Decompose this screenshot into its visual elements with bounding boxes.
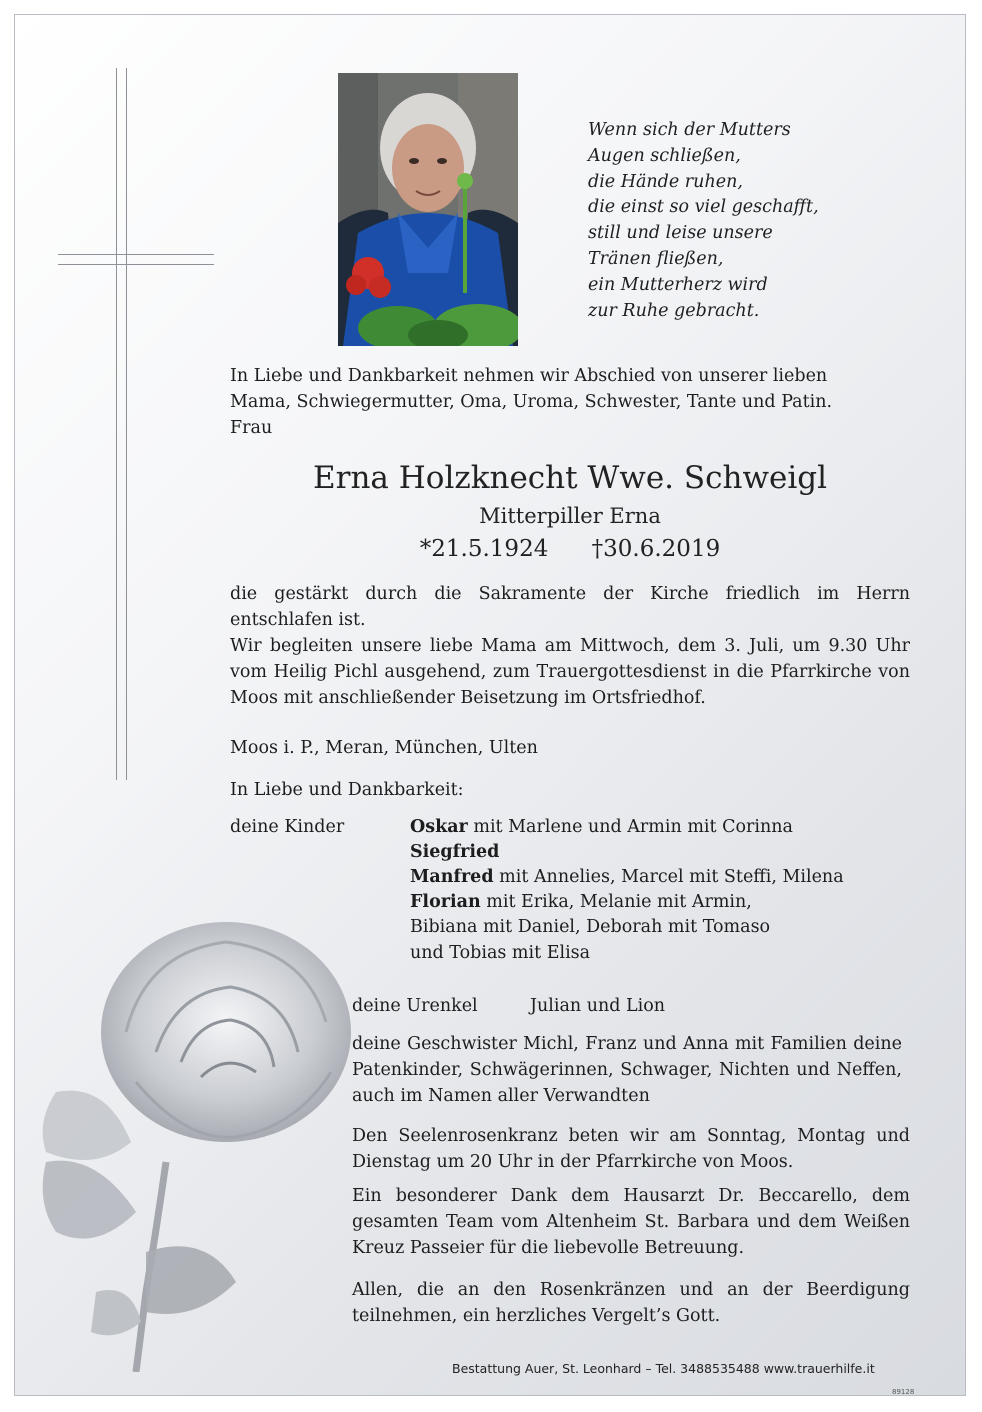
thanks-text: Ein besonderer Dank dem Hausarzt Dr. Beccarello, dem gesamten Team vom Altenheim St. Barbara und dem Weißen Kreuz Passeier für die liebevolle Betreuung. [352, 1186, 910, 1258]
footer-funeral-home: Bestattung Auer, St. Leonhard – Tel. 3488535488 www.trauerhilfe.it [452, 1361, 875, 1376]
rose-illustration [36, 912, 376, 1372]
deceased-name: Erna Holzknecht Wwe. Schweigl [313, 460, 827, 496]
poem-line: die einst so viel geschafft, [588, 197, 819, 218]
child-name: Manfred [410, 867, 494, 887]
great-grandchildren-label: deine Urenkel [352, 996, 478, 1016]
great-grandchildren-names: Julian und Lion [530, 996, 666, 1016]
portrait-photo [338, 73, 518, 346]
cross-vertical-line [116, 68, 117, 780]
passing-text: die gestärkt durch die Sakramente der Kirche friedlich im Herrn entschlafen ist. [230, 584, 910, 630]
with-love-heading: In Liebe und Dankbarkeit: [230, 780, 464, 800]
poem-line: still und leise unsere [588, 223, 773, 244]
document-code: 89128 [892, 1388, 915, 1396]
birth-date: *21.5.1924 [419, 536, 549, 562]
siblings-text: deine Geschwister Michl, Franz und Anna mit Familien deine Patenkinder, Schwägerinnen, Schwager, Nichten und Neffen, auch im Namen aller Verwandten [352, 1034, 902, 1106]
child-family: mit Erika, Melanie mit Armin, [480, 892, 752, 912]
poem-line: ein Mutterherz wird [588, 274, 768, 295]
child-row [410, 815, 793, 841]
intro-text [230, 364, 910, 441]
rosary-text: Den Seelenrosenkranz beten wir am Sonntag, Montag und Dienstag um 20 Uhr in der Pfarrkirche von Moos. [352, 1126, 910, 1172]
intro-line: In Liebe und Dankbarkeit nehmen wir Abschied von unserer lieben [230, 366, 828, 386]
death-date: †30.6.2019 [591, 536, 721, 562]
poem [588, 118, 888, 324]
cross-horizontal-line [58, 264, 214, 265]
child-name: Siegfried [410, 842, 500, 862]
child-row [410, 865, 844, 891]
child-row [410, 840, 499, 866]
maiden-name: Mitterpiller Erna [479, 504, 661, 528]
child-name: Oskar [410, 817, 468, 837]
child-family: mit Annelies, Marcel mit Steffi, Milena [493, 867, 844, 887]
child-row [410, 915, 770, 941]
poem-line: zur Ruhe gebracht. [588, 300, 760, 321]
child-family: Bibiana mit Daniel, Deborah mit Tomaso [410, 917, 771, 937]
poem-line: Wenn sich der Mutters [588, 120, 791, 140]
child-row [410, 941, 590, 967]
life-dates [230, 536, 910, 562]
child-name: Florian [410, 892, 481, 912]
child-row [410, 890, 752, 916]
children-label: deine Kinder [230, 817, 345, 837]
child-family: mit Marlene und Armin mit Corinna [467, 817, 793, 837]
places: Moos i. P., Meran, München, Ulten [230, 738, 538, 758]
child-family: und Tobias mit Elisa [410, 943, 591, 963]
poem-line: die Hände ruhen, [588, 171, 743, 192]
closing-text: Allen, die an den Rosenkränzen und an der Beerdigung teilnehmen, ein herzliches Vergelt’s Gott. [352, 1280, 910, 1326]
cross-horizontal-line [58, 254, 214, 255]
cross-vertical-line [126, 68, 127, 780]
funeral-details: Wir begleiten unsere liebe Mama am Mittwoch, dem 3. Juli, um 9.30 Uhr vom Heilig Pichl ausgehend, zum Trauergottesdienst in die Pfarrkirche von Moos mit anschließender Beisetzung im Ortsfriedhof. [230, 636, 910, 708]
poem-line: Augen schließen, [588, 145, 741, 166]
poem-line: Tränen fließen, [588, 248, 724, 269]
intro-line: Mama, Schwiegermutter, Oma, Uroma, Schwester, Tante und Patin. [230, 391, 833, 412]
intro-line: Frau [230, 417, 273, 438]
